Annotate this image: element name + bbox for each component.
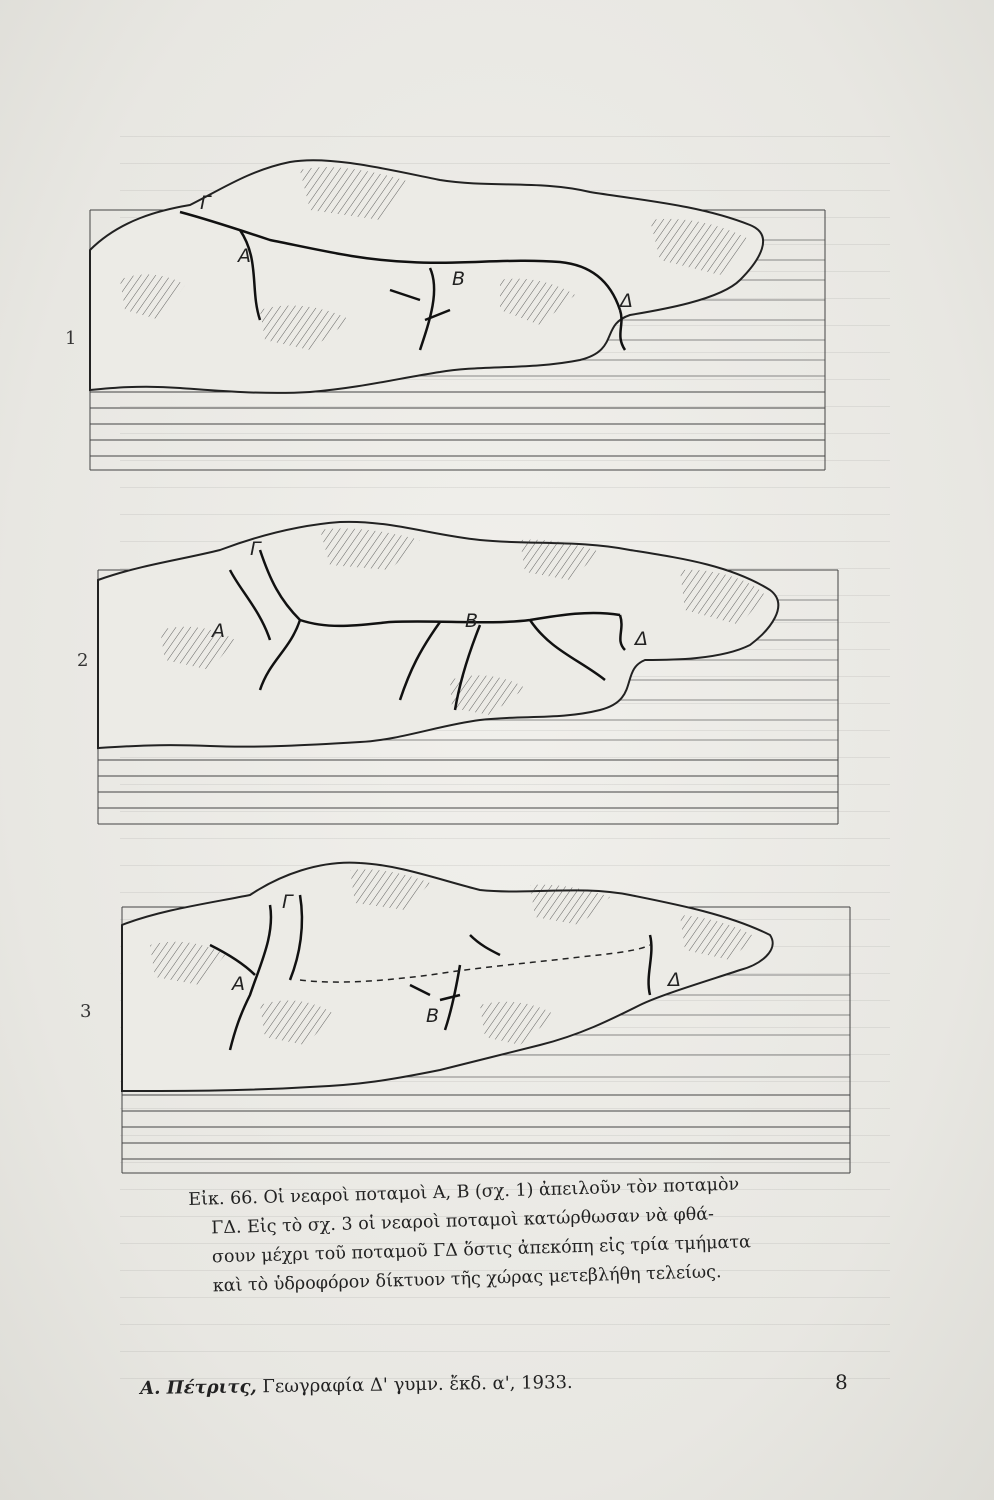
- river-label-beta: B: [426, 1005, 440, 1027]
- river-label-alpha: A: [238, 245, 251, 267]
- river-label-beta: B: [452, 268, 466, 290]
- figure-number: 1: [65, 328, 77, 349]
- river-label-alpha: A: [212, 620, 225, 642]
- river-label-gamma: Γ: [250, 538, 261, 560]
- figure-number: 2: [77, 650, 89, 671]
- figure-3-drawing: [60, 855, 860, 1185]
- river-label-gamma: Γ: [282, 891, 293, 913]
- caption-line: ΓΔ. Εἰς τὸ σχ. 3 οἱ νεαροὶ ποταμοὶ κατώρθωσαν νὰ φθά-: [210, 1204, 715, 1239]
- citation-text: Γεωγραφία Δ' γυμν. ἔκδ. α', 1933.: [262, 1371, 573, 1398]
- river-label-gamma: Γ: [200, 192, 211, 214]
- river-label-delta: Δ: [635, 628, 648, 650]
- caption-line: Εἰκ. 66. Οἱ νεαροὶ ποταμοὶ Α, Β (σχ. 1) ἀπειλοῦν τὸν ποταμὸν: [188, 1174, 740, 1210]
- figure-3: [60, 855, 860, 1185]
- river-label-beta: B: [465, 610, 479, 632]
- figure-number: 3: [80, 1001, 92, 1022]
- figure-2: [60, 510, 860, 840]
- figure-1: [60, 150, 840, 480]
- page-number: 8: [835, 1370, 848, 1394]
- river-label-delta: Δ: [620, 290, 633, 312]
- figure-caption: [188, 1168, 831, 1302]
- river-label-alpha: A: [232, 973, 245, 995]
- figure-1-drawing: [60, 150, 840, 480]
- citation-author: Α. Πέτριτς,: [140, 1376, 257, 1399]
- figure-2-drawing: [60, 510, 860, 840]
- river-label-delta: Δ: [668, 969, 681, 991]
- caption-line: σουν μέχρι τοῦ ποταμοῦ ΓΔ ὅστις ἀπεκόπη εἰς τρία τμήματα: [211, 1232, 752, 1268]
- caption-line: καὶ τὸ ὑδροφόρον δίκτυον τῆς χώρας μετεβλήθη τελείως.: [212, 1262, 722, 1297]
